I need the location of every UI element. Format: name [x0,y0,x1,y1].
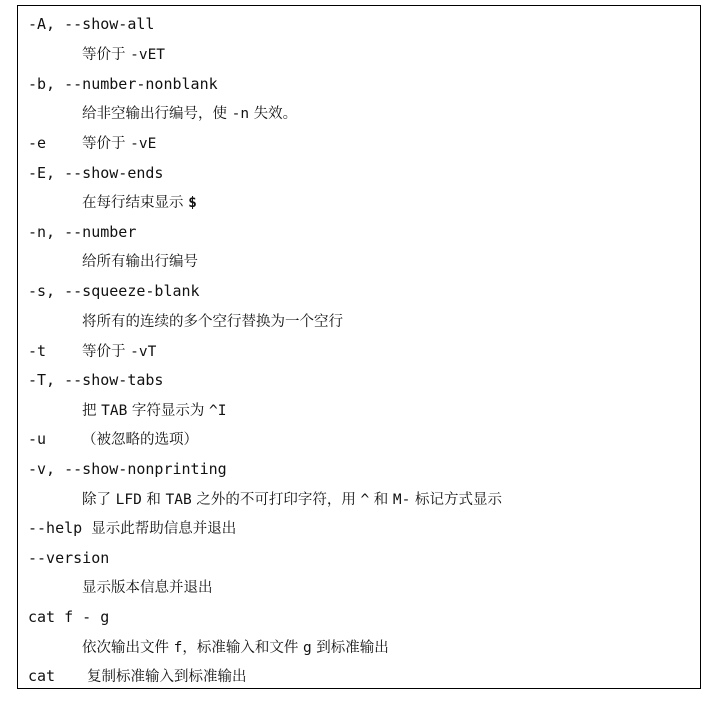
option-flag: -s, --squeeze-blank [28,282,200,300]
option-flag: -E, --show-ends [28,164,164,182]
option-flag: -v, --show-nonprinting [28,460,227,478]
option-flag: -t 等价于 -vT [28,342,157,360]
option-flag: -u （被忽略的选项） [28,430,198,448]
option-description: 等价于 -vET [82,47,166,63]
option-description: 显示版本信息并退出 [82,580,213,596]
example-command: cat f - g [28,608,110,626]
option-description: 给所有输出行编号 [82,254,198,270]
option-description: 除了 LFD 和 TAB 之外的不可打印字符，用 ^ 和 M- 标记方式显示 [82,492,502,508]
option-flag: -e 等价于 -vE [28,134,157,152]
option-description: 把 TAB 字符显示为 ^I [82,403,227,419]
option-description: 给非空输出行编号，使 -n 失效。 [82,106,298,122]
option-description: 将所有的连续的多个空行替换为一个空行 [82,314,343,330]
option-flag: -n, --number [28,223,137,241]
option-flag: -T, --show-tabs [28,371,164,389]
option-flag: -b, --number-nonblank [28,75,218,93]
example-command: cat 复制标准输入到标准输出 [28,667,247,685]
option-flag: -A, --show-all [28,15,155,33]
help-text-panel [17,5,701,689]
option-description: 在每行结束显示 $ [82,195,197,211]
option-flag: --help 显示此帮助信息并退出 [28,519,237,537]
example-description: 依次输出文件 f，标准输入和文件 g 到标准输出 [82,640,389,656]
option-flag: --version [28,549,110,567]
